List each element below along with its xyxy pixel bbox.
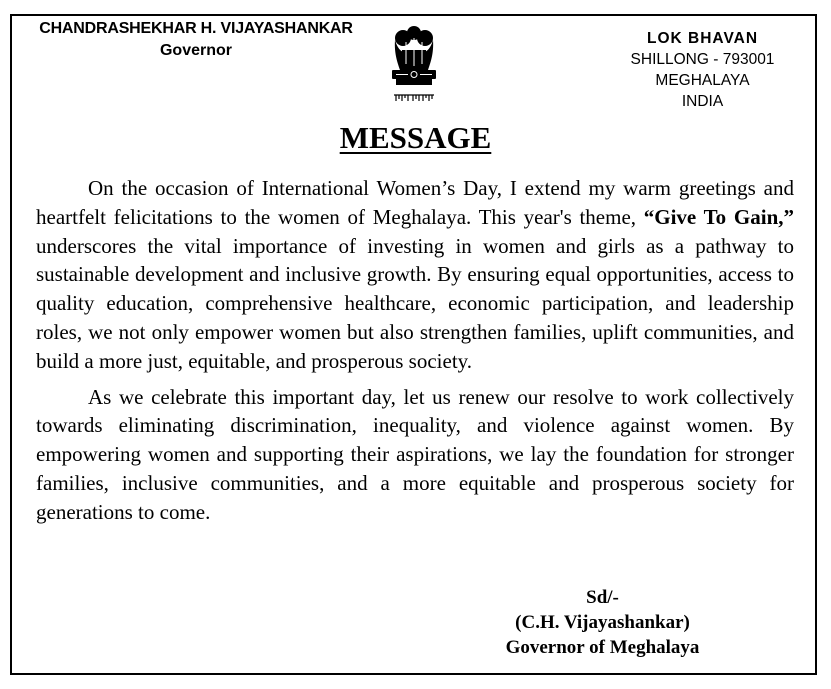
paragraph-1-rest: underscores the vital importance of investing in women and girls as a pathway to sustainable development and inclusive growth. By ensuring equal opportunities, access to quality education, comprehensive healthcare, economic participation, and leadership roles, we not only empower women but also strengthen families, uplift communities, and build a more just, equitable, and prosperous society. (36, 233, 794, 373)
governor-name: CHANDRASHEKHAR H. VIJAYASHANKAR (39, 20, 353, 37)
document-title (0, 118, 831, 158)
signatory-title: Governor of Meghalaya (505, 637, 700, 658)
paragraph-2: As we celebrate this important day, let us renew our resolve to work collectively towards eliminating discrimination, inequality, and violence against women. By empowering women and supporting their aspirations, we lay the foundation for stronger families, inclusive communities, and a more equitable and prosperous society for generations to come. (36, 384, 794, 524)
paragraph-1-intro: On the occasion of International Women’s Day, I extend my warm greetings and heartfelt felicitations to the women of Meghalaya. This year's theme, (36, 176, 794, 229)
governor-designation: Governor (159, 42, 232, 59)
theme-text: “Give To Gain,” (643, 204, 794, 229)
address-line-2: SHILLONG - 793001 (630, 51, 775, 68)
document-title-text: MESSAGE (339, 120, 492, 155)
paragraph-1 (36, 174, 794, 376)
address-line-1: LOK BHAVAN (646, 30, 759, 47)
address-line-4: INDIA (681, 93, 724, 110)
address-line-3: MEGHALAYA (655, 72, 750, 89)
message-body (36, 174, 794, 527)
address-block (620, 28, 785, 112)
national-emblem-icon (386, 24, 442, 108)
signature-block (480, 585, 725, 660)
signatory-name: (C.H. Vijayashankar) (515, 612, 690, 633)
signature-sd: Sd/- (586, 587, 619, 608)
sender-block (10, 18, 382, 62)
